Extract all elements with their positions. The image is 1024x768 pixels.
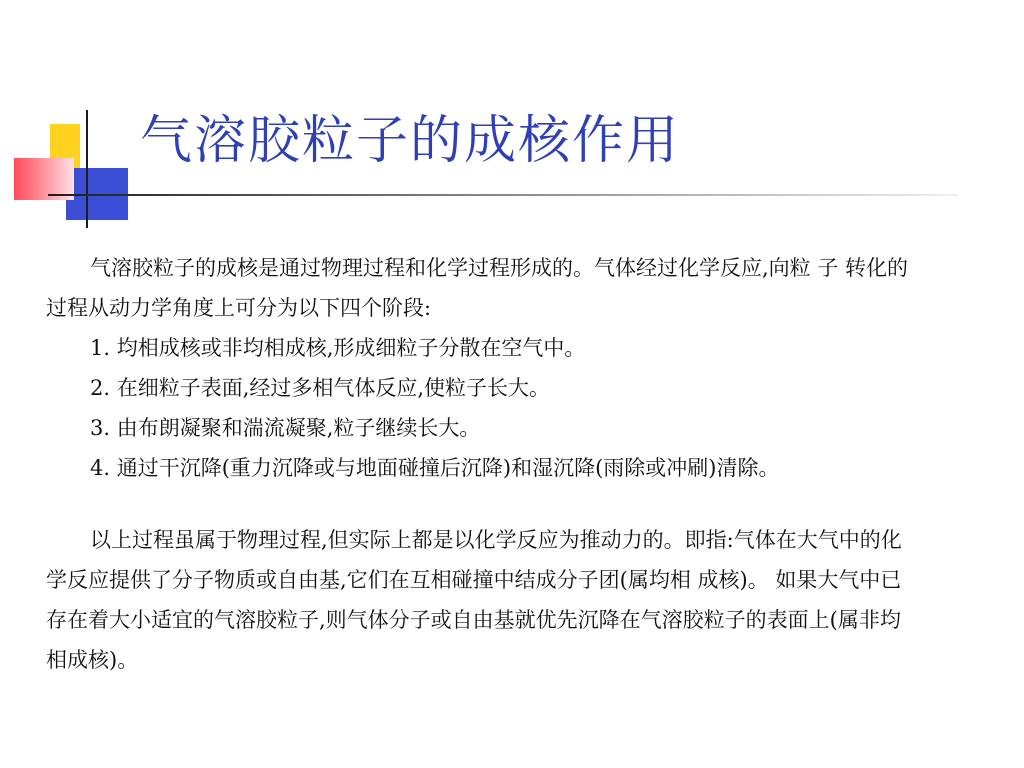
title-underline-rule	[48, 194, 958, 196]
paragraph-line: 学反应提供了分子物质或自由基,它们在互相碰撞中结成分子团(属均相 成核)。 如果大气中已	[46, 568, 902, 592]
scanned-text-block-1	[46, 248, 972, 498]
paragraph-line: 以上过程虽属于物理过程,但实际上都是以化学反应为推动力的。即指:气体在大气中的化	[90, 528, 902, 552]
vertical-rule	[86, 110, 88, 228]
paragraph-line: 过程从动力学角度上可分为以下四个阶段:	[46, 296, 432, 320]
scanned-text-block-2	[46, 520, 958, 690]
paragraph-line: 相成核)。	[46, 648, 139, 672]
paragraph-line: 存在着大小适宜的气溶胶粒子,则气体分子或自由基就优先沉降在气溶胶粒子的表面上(属非均	[46, 608, 901, 632]
slide-title: 气溶胶粒子的成核作用	[140, 111, 681, 171]
list-item: 2. 在细粒子表面,经过多相气体反应,使粒子长大。	[90, 376, 551, 400]
list-item: 4. 通过干沉降(重力沉降或与地面碰撞后沉降)和湿沉降(雨除或冲刷)清除。	[90, 456, 780, 480]
list-item: 3. 由布朗凝聚和湍流凝聚,粒子继续长大。	[90, 416, 481, 440]
list-item: 1. 均相成核或非均相成核,形成细粒子分散在空气中。	[90, 336, 586, 360]
paragraph-line: 气溶胶粒子的成核是通过物理过程和化学过程形成的。气体经过化学反应,向粒 子 转化的	[90, 256, 909, 280]
